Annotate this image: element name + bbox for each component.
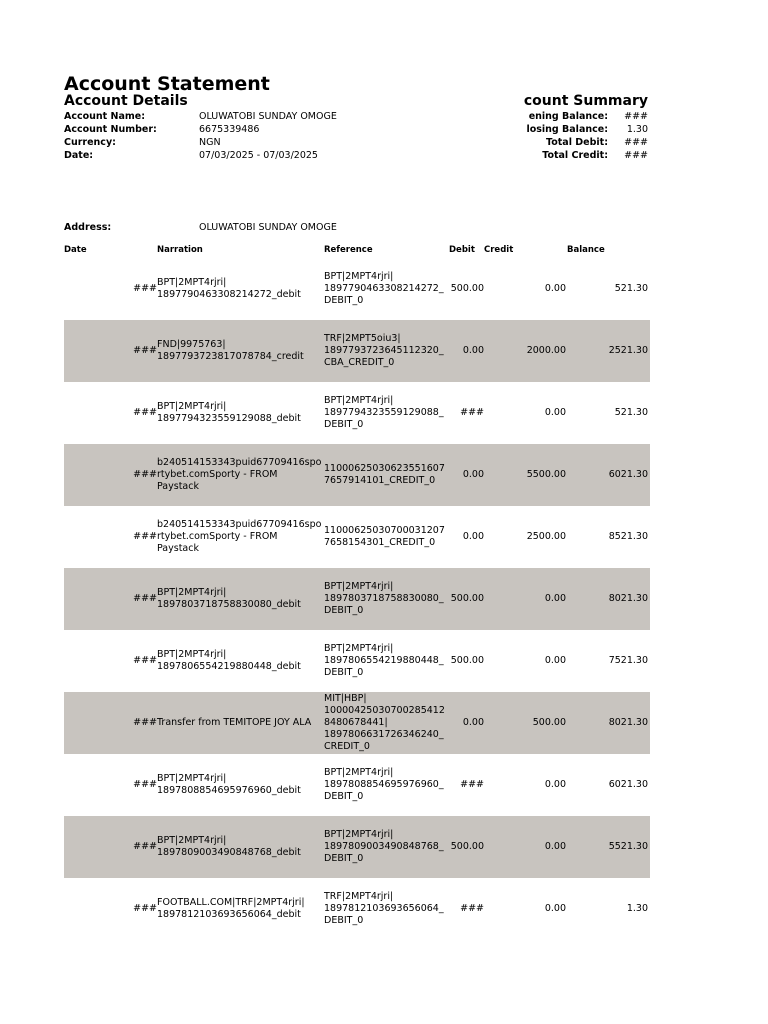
row-reference: 11000625030700031207 7658154301_CREDIT_0 xyxy=(324,525,445,548)
account-number-label: Account Number: xyxy=(64,124,157,135)
row-reference: MIT|HBP| 100004250307002854128480678441| 1897806631726346240_ CREDIT_0 xyxy=(324,693,445,752)
row-date: ### xyxy=(133,345,157,356)
row-credit: 0.00 xyxy=(544,655,566,666)
row-debit: 500.00 xyxy=(450,841,484,852)
column-header-debit: Debit xyxy=(449,245,475,255)
opening-balance-label: ening Balance: xyxy=(528,111,608,122)
total-debit-label: Total Debit: xyxy=(546,137,608,148)
row-narration: BPT|2MPT4rjri| 1897794323559129088_debit xyxy=(157,401,301,424)
row-narration: BPT|2MPT4rjri| 1897790463308214272_debit xyxy=(157,277,301,300)
row-date: ### xyxy=(133,531,157,542)
row-date: ### xyxy=(133,717,157,728)
date-value: 07/03/2025 - 07/03/2025 xyxy=(199,150,318,161)
row-date: ### xyxy=(133,841,157,852)
table-row xyxy=(64,816,650,878)
closing-balance-label: losing Balance: xyxy=(526,124,608,135)
row-credit: 0.00 xyxy=(544,593,566,604)
row-narration: BPT|2MPT4rjri| 1897803718758830080_debit xyxy=(157,587,301,610)
row-narration: FND|9975763| 1897793723817078784_credit xyxy=(157,339,304,362)
table-row xyxy=(64,692,650,754)
table-row xyxy=(64,320,650,382)
row-balance: 8021.30 xyxy=(608,593,648,604)
row-balance: 6021.30 xyxy=(608,779,648,790)
account-number-value: 6675339486 xyxy=(199,124,260,135)
row-date: ### xyxy=(133,407,157,418)
account-name-label: Account Name: xyxy=(64,111,146,122)
row-balance: 5521.30 xyxy=(608,841,648,852)
total-debit-value: ### xyxy=(624,137,648,148)
row-credit: 2000.00 xyxy=(526,345,566,356)
account-details-heading: Account Details xyxy=(64,93,188,109)
row-balance: 2521.30 xyxy=(608,345,648,356)
total-credit-value: ### xyxy=(624,150,648,161)
row-balance: 8521.30 xyxy=(608,531,648,542)
row-debit: ### xyxy=(460,903,484,914)
row-date: ### xyxy=(133,283,157,294)
row-credit: 500.00 xyxy=(532,717,566,728)
row-reference: TRF|2MPT4rjri| 1897812103693656064_ DEBIT_0 xyxy=(324,891,444,926)
row-narration: BPT|2MPT4rjri| 1897808854695976960_debit xyxy=(157,773,301,796)
table-row xyxy=(64,630,650,692)
row-credit: 0.00 xyxy=(544,407,566,418)
total-credit-label: Total Credit: xyxy=(542,150,608,161)
closing-balance-value: 1.30 xyxy=(626,124,648,135)
row-debit: 0.00 xyxy=(462,469,484,480)
page-title: Account Statement xyxy=(64,73,270,95)
row-debit: 0.00 xyxy=(462,717,484,728)
row-narration: BPT|2MPT4rjri| 1897809003490848768_debit xyxy=(157,835,301,858)
row-credit: 0.00 xyxy=(544,903,566,914)
row-credit: 0.00 xyxy=(544,283,566,294)
row-date: ### xyxy=(133,655,157,666)
row-debit: 500.00 xyxy=(450,655,484,666)
opening-balance-value: ### xyxy=(624,111,648,122)
row-narration: b240514153343puid67709416spo rtybet.comSporty - FROM Paystack xyxy=(157,457,322,492)
row-narration: Transfer from TEMITOPE JOY ALA xyxy=(157,717,312,728)
row-balance: 521.30 xyxy=(614,407,648,418)
row-date: ### xyxy=(133,903,157,914)
account-name-value: OLUWATOBI SUNDAY OMOGE xyxy=(199,111,337,122)
row-credit: 0.00 xyxy=(544,841,566,852)
row-debit: ### xyxy=(460,407,484,418)
row-narration: b240514153343puid67709416spo rtybet.comSporty - FROM Paystack xyxy=(157,519,322,554)
row-reference: BPT|2MPT4rjri| 1897794323559129088_ DEBIT_0 xyxy=(324,395,444,430)
column-header-date: Date xyxy=(64,245,87,255)
row-narration: BPT|2MPT4rjri| 1897806554219880448_debit xyxy=(157,649,301,672)
row-date: ### xyxy=(133,779,157,790)
row-reference: 11000625030623551607 7657914101_CREDIT_0 xyxy=(324,463,445,486)
table-row xyxy=(64,258,650,320)
currency-value: NGN xyxy=(199,137,221,148)
row-balance: 521.30 xyxy=(614,283,648,294)
row-credit: 2500.00 xyxy=(526,531,566,542)
account-summary-heading: count Summary xyxy=(523,93,648,109)
column-header-balance: Balance xyxy=(567,245,605,255)
column-header-credit: Credit xyxy=(484,245,514,255)
table-row xyxy=(64,444,650,506)
row-date: ### xyxy=(133,469,157,480)
address-value: OLUWATOBI SUNDAY OMOGE xyxy=(199,222,337,233)
row-debit: 500.00 xyxy=(450,593,484,604)
transactions-table xyxy=(64,258,650,940)
row-balance: 6021.30 xyxy=(608,469,648,480)
address-label: Address: xyxy=(64,222,112,233)
row-balance: 8021.30 xyxy=(608,717,648,728)
row-debit: 0.00 xyxy=(462,345,484,356)
row-debit: ### xyxy=(460,779,484,790)
date-label: Date: xyxy=(64,150,94,161)
row-reference: BPT|2MPT4rjri| 1897806554219880448_ DEBIT_0 xyxy=(324,643,444,678)
row-credit: 5500.00 xyxy=(526,469,566,480)
row-reference: BPT|2MPT4rjri| 1897809003490848768_ DEBIT_0 xyxy=(324,829,444,864)
row-reference: BPT|2MPT4rjri| 1897803718758830080_ DEBIT_0 xyxy=(324,581,444,616)
row-debit: 0.00 xyxy=(462,531,484,542)
row-balance: 7521.30 xyxy=(608,655,648,666)
row-debit: 500.00 xyxy=(450,283,484,294)
column-header-reference: Reference xyxy=(324,245,373,255)
currency-label: Currency: xyxy=(64,137,116,148)
row-reference: BPT|2MPT4rjri| 1897790463308214272_ DEBIT_0 xyxy=(324,271,444,306)
row-balance: 1.30 xyxy=(626,903,648,914)
column-header-narration: Narration xyxy=(157,245,203,255)
row-credit: 0.00 xyxy=(544,779,566,790)
row-narration: FOOTBALL.COM|TRF|2MPT4rjri| 1897812103693656064_debit xyxy=(157,897,305,920)
row-reference: TRF|2MPT5oiu3| 1897793723645112320_ CBA_CREDIT_0 xyxy=(324,333,444,368)
table-row xyxy=(64,506,650,568)
row-reference: BPT|2MPT4rjri| 1897808854695976960_ DEBIT_0 xyxy=(324,767,444,802)
table-row xyxy=(64,878,650,940)
table-row xyxy=(64,568,650,630)
table-row xyxy=(64,754,650,816)
row-date: ### xyxy=(133,593,157,604)
table-row xyxy=(64,382,650,444)
